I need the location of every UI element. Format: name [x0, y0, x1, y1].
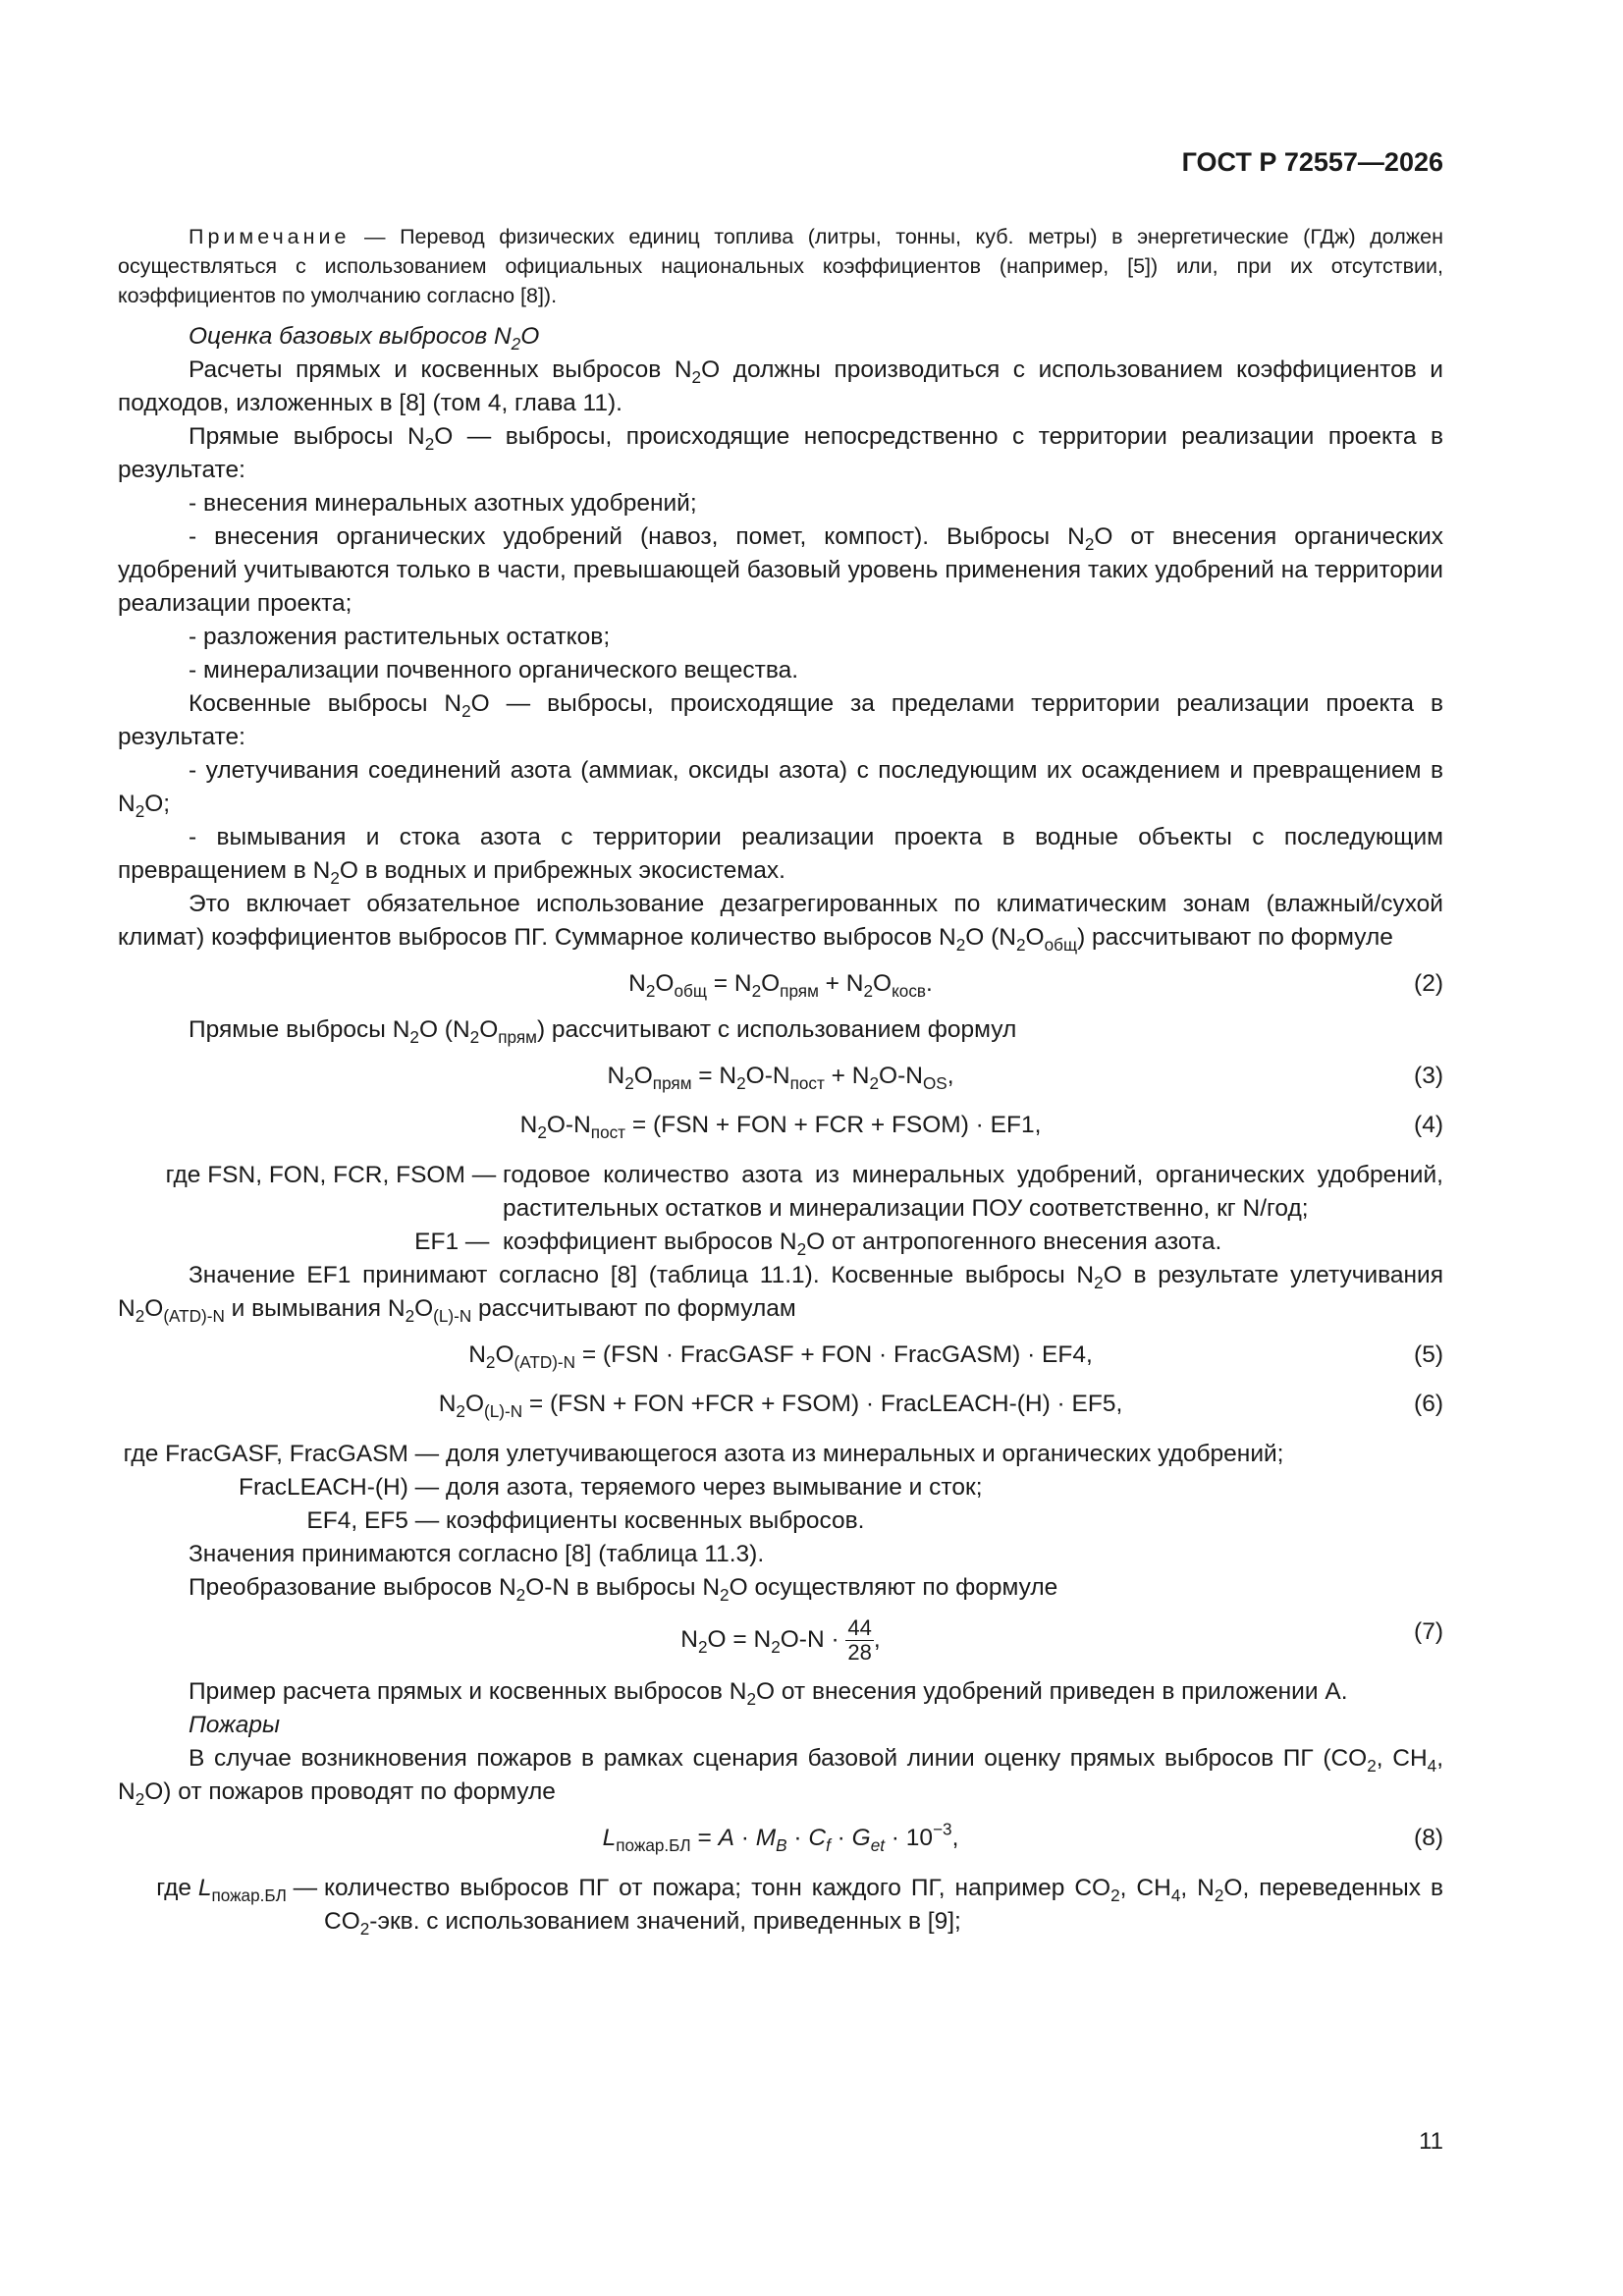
paragraph: Это включает обязательное использование дезагрегированных по климатическим зонам (влажный/сухой климат) коэффициентов выбросов ПГ. Суммарное количество выбросов $N_2O$ $(N_2O_{общ})$ рассчитывают по формуле [118, 891, 1443, 955]
equation-3: $N_2O_{прям} = N_2O-N_{пост} + N_2O-N_{OS}$, (3) [118, 1057, 1443, 1096]
note-paragraph [118, 222, 1443, 310]
paragraph: Прямые выбросы $N_2O$ $(N_2O_{прям})$ рассчитывают с использованием формул [189, 1016, 1017, 1047]
equation-7: $N_2O = N_2O-N$ · $\frac{44}{28}$ , (7) [118, 1614, 1443, 1666]
equation-number: (5) [1414, 1341, 1443, 1368]
page-content [118, 222, 1443, 1939]
paragraph: Преобразование выбросов $N_2O-N$ в выбросы $N_2O$ осуществляют по формуле [189, 1574, 1058, 1605]
equation-2: $N_2O_{общ} = N_2O_{прям} + N_2O_{косв}$. (2) [118, 964, 1443, 1004]
list-item: - улетучивания соединений азота (аммиак, оксиды азота) с последующим их осаждением и превращением в $N_2O$; [118, 757, 1443, 821]
list-item: - внесения органических удобрений (навоз, помет, компост). Выбросы $N_2O$ от внесения органических удобрений учитываются только в части, превышающей базовый уровень применения таких удобрений на территории реализации проекта; [118, 523, 1444, 617]
equation-number: (8) [1414, 1825, 1443, 1851]
equation-5: $N_2O_{(ATD)-N} = (FSN$ · FracGASF + FON · FracGASM) · EF4, (5) [118, 1336, 1443, 1375]
equation-number: (7) [1414, 1618, 1443, 1645]
note-label: Примечание [189, 225, 351, 248]
definition-row: где $L_{пожар.БЛ}$ — количество выбросов ПГ от пожара; тонн каждого ПГ, например $CO_2$, $CH_4$, $N_2O$, переведенных в $CO_2$-экв. с использованием значений, приведенных в [9]; [156, 1875, 1444, 1939]
list-item: - разложения растительных остатков; [189, 624, 611, 650]
paragraph: Прямые выбросы $N_2O$ — выбросы, происходящие непосредственно с территории реализации проекта в результате: [118, 423, 1443, 483]
equation-number: (4) [1414, 1112, 1443, 1138]
definition-row: где FSN, FON, FCR, FSOM — годовое количество азота из минеральных удобрений, органических удобрений, растительных остатков и минерализации ПОУ соответственно, кг N/год; [165, 1162, 1443, 1222]
document-id: ГОСТ Р 72557—2026 [1181, 147, 1443, 177]
equation-number: (6) [1414, 1391, 1443, 1417]
note-text: — Перевод физических единиц топлива (литры, тонны, куб. метры) в энергетические (ГДж) должен осуществляться с использованием официальных национальных коэффициентов (например, [5]) или, при их отсутствии, коэффициентов по умолчанию согласно [8]). [118, 225, 1443, 307]
page-number: 11 [1419, 2128, 1443, 2155]
equation-6: $N_2O_{(L)-N} = (FSN$ + FON +FCR + FSOM) · FracLEACH-(H) · EF5, (6) [118, 1385, 1443, 1424]
fraction: $\frac{44}{28}$ [847, 1615, 872, 1666]
paragraph: В случае возникновения пожаров в рамках сценария базовой линии оценку прямых выбросов ПГ ($CO_2$, $CH_4$, $N_2O$) от пожаров проводят по формуле [118, 1745, 1444, 1809]
equation-4: $N_2O-N_{пост} = (FSN$ + FON + FCR + FSOM) · EF1, (4) [118, 1106, 1443, 1145]
definition-row: где FracGASF, FracGASM — доля улетучивающегося азота из минеральных и органических удобрений; [123, 1441, 1284, 1467]
paragraph: Значение EF1 принимают согласно [8] (таблица 11.1). Косвенные выбросы $N_2O$ в результате улетучивания $N_2O_{(ATD)-N}$ и вымывания $N_2O_{(L)-N}$ рассчитывают по формулам [118, 1262, 1443, 1326]
paragraph: Пример расчета прямых и косвенных выбросов $N_2O$ от внесения удобрений приведен в приложении А. [189, 1678, 1348, 1709]
paragraph: Расчеты прямых и косвенных выбросов $N_2O$ должны производиться с использованием коэффициентов и подходов, изложенных в [8] (том 4, глава 11). [118, 356, 1443, 416]
section-heading-fires: Пожары [189, 1712, 280, 1738]
definition-row: EF4, EF5 — коэффициенты косвенных выбросов. [306, 1507, 865, 1534]
list-item: - минерализации почвенного органического вещества. [189, 657, 799, 683]
list-item: - внесения минеральных азотных удобрений; [189, 490, 697, 517]
equation-number: (3) [1414, 1063, 1443, 1089]
section-heading-n2o: Оценка базовых выбросов $N_2O$ [189, 323, 540, 354]
definition-row: EF1 — коэффициент выбросов $N_2O$ от антропогенного внесения азота. [414, 1229, 1222, 1259]
equation-8: $L_{пожар.БЛ} = A \cdot M_B \cdot C_f \cdot G_{et} \cdot 10^{-3}$, (8) [118, 1819, 1443, 1858]
definition-row: FracLEACH-(H) — доля азота, теряемого через вымывание и сток; [239, 1474, 983, 1501]
document-page [118, 0, 1443, 2296]
list-item: - вымывания и стока азота с территории реализации проекта в водные объекты с последующим превращением в $N_2O$ в водных и прибрежных экосистемах. [118, 824, 1443, 888]
paragraph: Косвенные выбросы $N_2O$ — выбросы, происходящие за пределами территории реализации проекта в результате: [118, 690, 1443, 750]
equation-number: (2) [1414, 970, 1443, 997]
paragraph: Значения принимаются согласно [8] (таблица 11.3). [189, 1541, 765, 1567]
